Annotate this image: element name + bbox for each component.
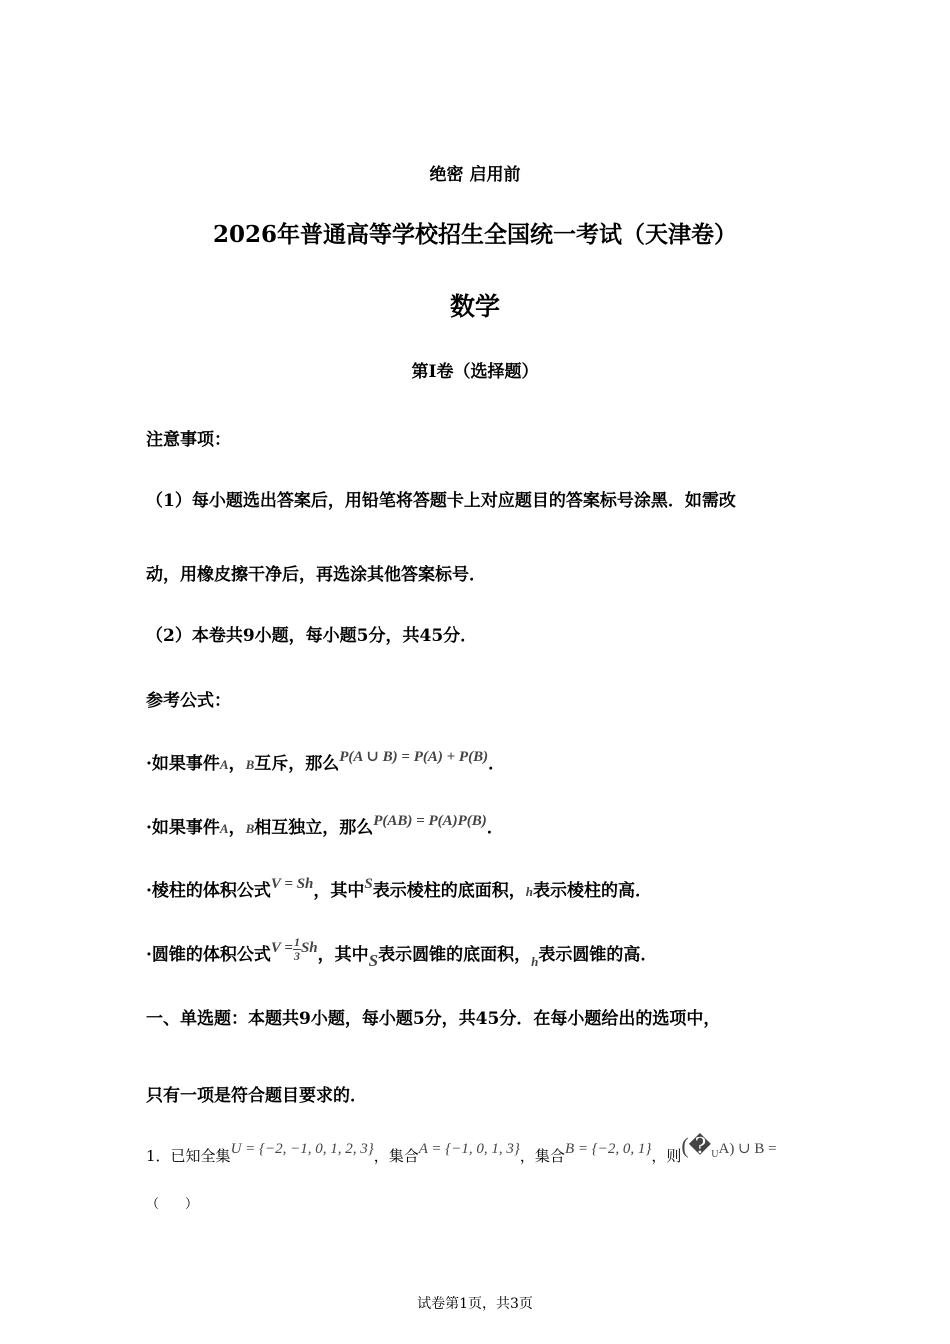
formula-1-prefix: ·如果事件	[146, 754, 220, 774]
formula-4-frac-den: 3	[293, 949, 300, 963]
formula-3-expression: V = Sh	[270, 876, 314, 892]
notes-item1-line1: （1）每小题选出答案后，用铅笔将答题卡上对应题目的答案标号涂黑．如需改	[146, 491, 736, 511]
page-footer: 试卷第1页，共3页	[417, 1296, 533, 1312]
formula-3-mid2: 表示棱柱的底面积，	[372, 881, 526, 901]
question-1-set-b: B = {−2, 0, 1}	[564, 1141, 652, 1157]
question-1-set-a: A = {−1, 0, 1, 3}	[418, 1141, 520, 1157]
formula-line-2	[146, 813, 504, 838]
question-1-text1: 已知全集	[170, 1147, 231, 1165]
formula-3-h: h	[525, 884, 533, 899]
question-1-universal-set: U = {−2, −1, 0, 1, 2, 3}	[230, 1141, 374, 1157]
formulas-title: 参考公式：	[146, 691, 231, 711]
question-1-text4: ，则	[651, 1147, 682, 1165]
formula-4-mid1: ，其中	[317, 945, 369, 965]
formula-1-expression: P(A ∪ B) = P(A) + P(B)	[339, 749, 489, 765]
formula-2-end: ．	[486, 818, 504, 838]
question-1-text2: ，集合	[373, 1147, 419, 1165]
formula-1-end: ．	[488, 754, 506, 774]
formula-line-3	[146, 876, 652, 901]
formula-4-h: h	[531, 954, 539, 969]
formula-2-expression: P(AB) = P(A)P(B)	[373, 813, 487, 829]
formula-2-text: 相互独立，那么	[254, 818, 374, 838]
subject-title: 数学	[449, 292, 500, 321]
formula-4-rhs: Sh	[300, 940, 318, 956]
formula-2-prefix: ·如果事件	[146, 818, 220, 838]
formula-3-end: 表示棱柱的高．	[532, 881, 652, 901]
classification-label: 绝密 启用前	[429, 165, 521, 185]
formula-3-s: S	[364, 876, 373, 892]
formula-3-mid1: ，其中	[313, 881, 365, 901]
formula-1-event-a: A	[219, 757, 229, 772]
formula-line-1	[146, 749, 505, 774]
formula-1-sep: ，	[228, 754, 246, 774]
part-one-heading-line1: 一、单选题：本题共9小题，每小题5分，共45分．在每小题给出的选项中，	[146, 1009, 721, 1029]
exam-title: 2026年普通高等学校招生全国统一考试（天津卷）	[212, 221, 737, 248]
notes-item2: （2）本卷共9小题，每小题5分，共45分．	[146, 626, 478, 646]
formula-2-event-a: A	[219, 821, 229, 836]
formula-4-frac-num: 1	[293, 935, 300, 949]
question-1-number: 1．	[146, 1147, 171, 1165]
question-1	[146, 1133, 777, 1168]
formula-line-4	[146, 935, 658, 970]
formula-3-prefix: ·棱柱的体积公式	[146, 881, 271, 901]
formula-4-lhs: V =	[270, 940, 293, 956]
formula-4-prefix: ·圆锥的体积公式	[146, 945, 271, 965]
formula-4-fraction	[293, 936, 301, 963]
formula-1-event-b: B	[245, 757, 255, 772]
formula-4-end: 表示圆锥的高．	[538, 945, 658, 965]
formula-1-text: 互斥，那么	[254, 754, 340, 774]
question-1-answer-blank: （ ）	[146, 1197, 199, 1212]
formula-2-event-b: B	[245, 821, 255, 836]
formula-2-sep: ，	[228, 818, 246, 838]
formula-4-mid2: 表示圆锥的底面积，	[378, 945, 532, 965]
notes-item1-line2: 动，用橡皮擦干净后，再选涂其他答案标号．	[146, 565, 486, 585]
question-1-expression: $(�_UA)$ ∪ B =	[681, 1133, 777, 1160]
formula-4-s: S	[368, 951, 379, 970]
part-one-heading-line2: 只有一项是符合题目要求的．	[146, 1086, 367, 1106]
section-title: 第I卷（选择题）	[411, 362, 539, 382]
question-1-text3: ，集合	[519, 1147, 565, 1165]
notes-title: 注意事项：	[146, 430, 231, 450]
